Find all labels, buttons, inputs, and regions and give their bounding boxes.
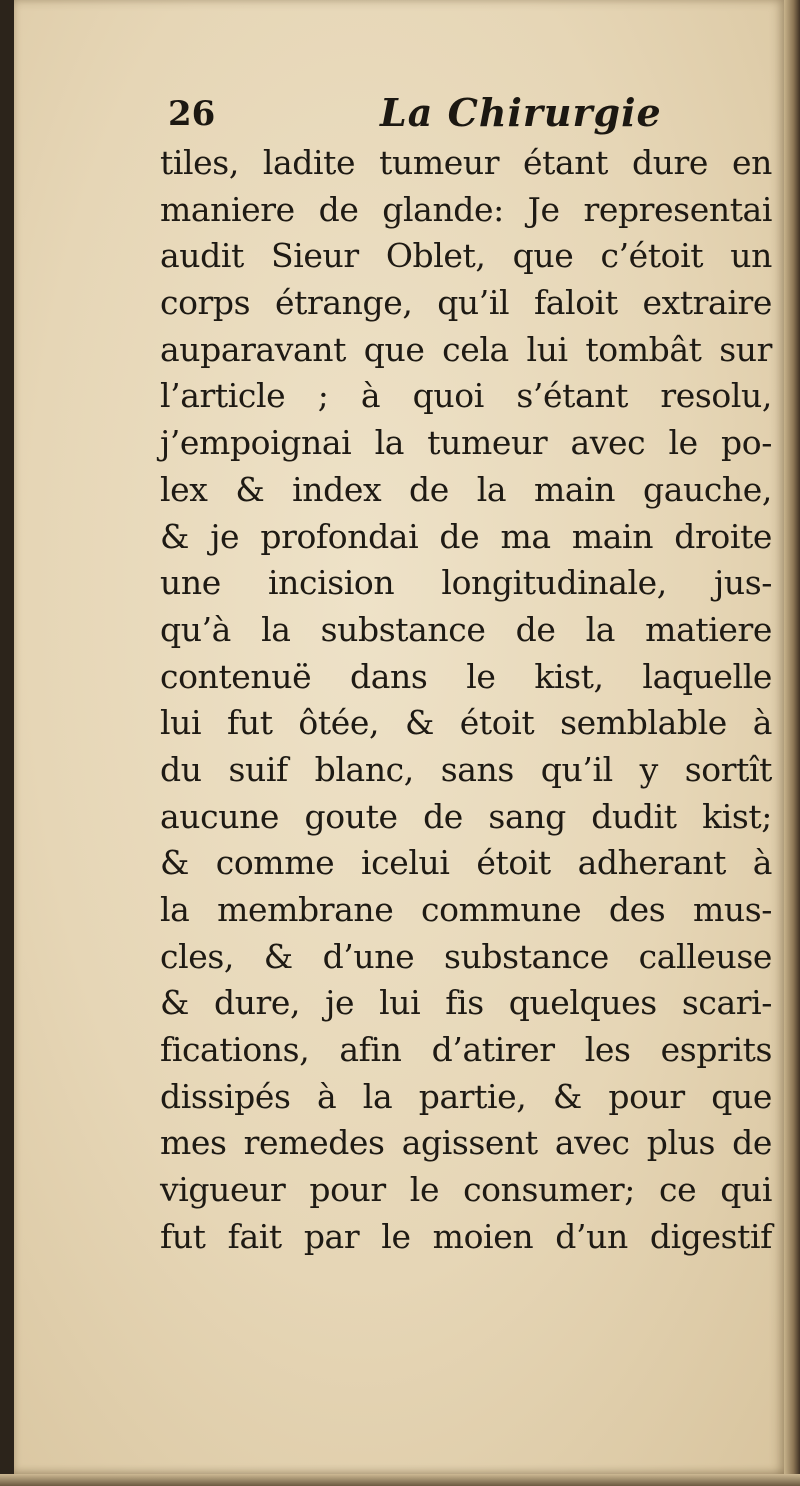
text-line: & dure, je lui fis quelques scari- bbox=[160, 983, 772, 1023]
text-line: fications, afin d’atirer les esprits bbox=[160, 1030, 772, 1070]
running-head: La Chirurgie bbox=[380, 90, 662, 135]
page-edge-bottom bbox=[0, 1474, 800, 1486]
text-line: cles, & d’une substance calleuse bbox=[160, 936, 772, 976]
text-line: auparavant que cela lui tombât sur bbox=[160, 329, 772, 369]
text-line: mes remedes agissent avec plus de bbox=[160, 1123, 772, 1163]
text-line: tiles, ladite tumeur étant dure en bbox=[160, 143, 772, 182]
text-line: qu’à la substance de la matiere bbox=[160, 609, 772, 649]
page-edge-right bbox=[784, 0, 800, 1486]
text-line: & comme icelui étoit adherant à bbox=[160, 843, 772, 883]
text-line: aucune goute de sang dudit kist; bbox=[160, 796, 772, 836]
text-line: audit Sieur Oblet, que c’étoit un bbox=[160, 236, 772, 276]
text-line: vigueur pour le consumer; ce qui bbox=[160, 1170, 772, 1210]
text-line: maniere de glande: Je representai bbox=[160, 189, 772, 229]
page-header bbox=[168, 90, 728, 140]
text-line: j’empoignai la tumeur avec le po- bbox=[160, 423, 772, 463]
text-line: fut fait par le moien d’un digestif bbox=[160, 1216, 772, 1256]
text-line: & je profondai de ma main droite bbox=[160, 516, 772, 556]
text-line: corps étrange, qu’il faloit extraire bbox=[160, 283, 772, 323]
text-line: contenuë dans le kist, laquelle bbox=[160, 656, 772, 696]
text-line: du suif blanc, sans qu’il y sortît bbox=[160, 749, 772, 789]
text-line: la membrane commune des mus- bbox=[160, 890, 772, 929]
text-line: dissipés à la partie, & pour que bbox=[160, 1076, 772, 1116]
page-number: 26 bbox=[168, 94, 216, 134]
text-line: lui fut ôtée, & étoit semblable à bbox=[160, 703, 772, 743]
text-line: l’article ; à quoi s’étant resolu, bbox=[160, 376, 772, 416]
body-text bbox=[160, 140, 772, 1261]
text-line: lex & index de la main gauche, bbox=[160, 469, 772, 509]
text-line: une incision longitudinale, jus- bbox=[160, 563, 772, 603]
